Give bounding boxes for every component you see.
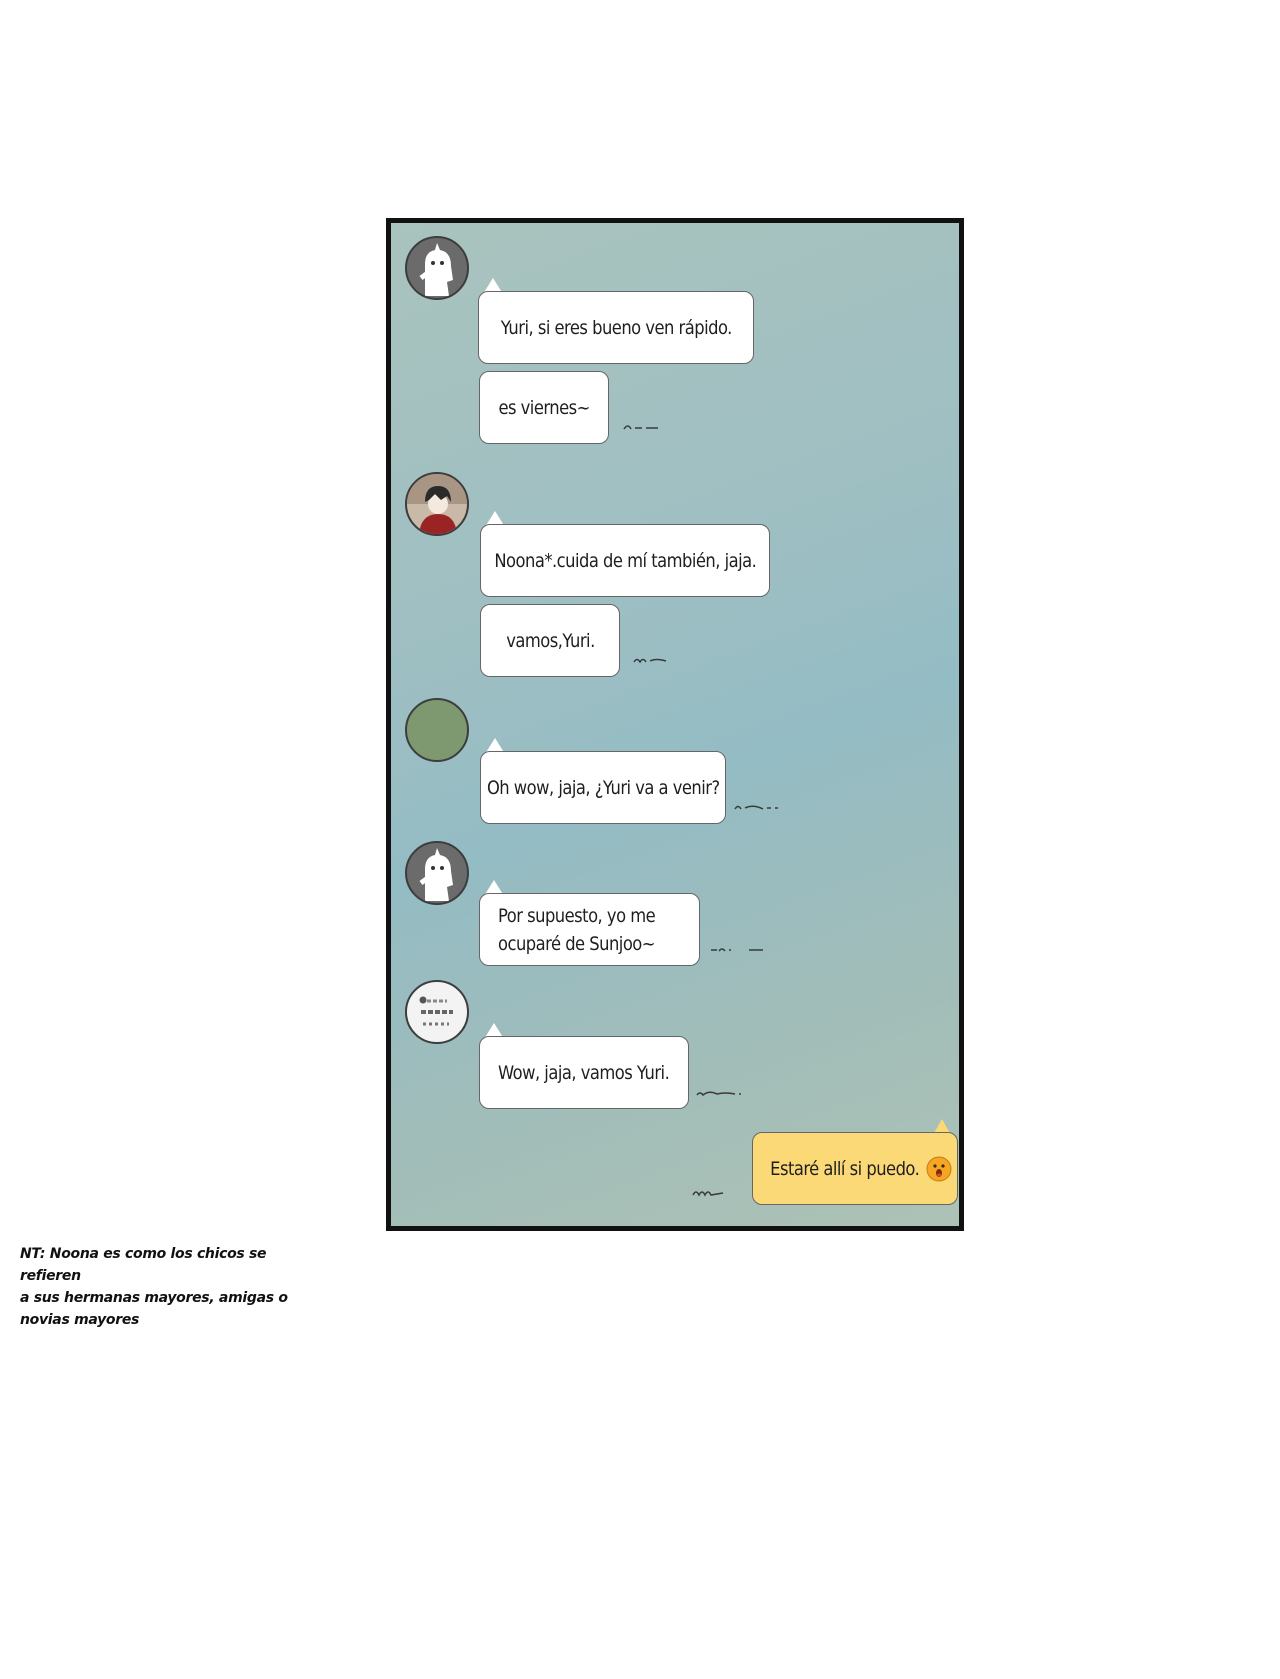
message-bubble[interactable] [480, 604, 620, 677]
note-line: NT: Noona es como los chicos se refieren [20, 1246, 267, 1284]
message-text: Oh wow, jaja, ¿Yuri va a venir? [486, 776, 720, 799]
message-bubble[interactable] [479, 893, 700, 966]
timestamp-scribble [632, 654, 672, 666]
translator-note [20, 1243, 320, 1331]
message-text: Yuri, si eres bueno ven rápido. [500, 316, 732, 339]
message-text: Noona*.cuida de mí también, jaja. [493, 549, 757, 572]
message-text [770, 1158, 919, 1180]
message-bubble[interactable] [479, 1036, 689, 1109]
chat-screen [386, 218, 964, 1231]
boy-avatar[interactable] [405, 472, 469, 536]
timestamp-scribble [622, 421, 662, 433]
message-text: Wow, jaja, vamos Yuri. [498, 1061, 670, 1084]
ghost-avatar[interactable] [405, 236, 469, 300]
timestamp-scribble [709, 943, 769, 955]
dots-avatar[interactable] [405, 980, 469, 1044]
message-text: es viernes~ [498, 396, 590, 419]
message-bubble[interactable] [480, 524, 770, 597]
message-text [498, 902, 655, 958]
shocked-emoji-icon [926, 1156, 952, 1182]
ghost-avatar[interactable] [405, 841, 469, 905]
timestamp-scribble [695, 1087, 745, 1099]
message-line: ocuparé de Sunjoo~ [498, 932, 655, 955]
timestamp-scribble [733, 801, 783, 813]
note-line: novias mayores [20, 1312, 140, 1328]
message-bubble[interactable] [480, 751, 726, 824]
message-line: Por supuesto, yo me [498, 904, 656, 927]
message-text-content: Estaré allí si puedo. [770, 1157, 920, 1180]
message-text: vamos,Yuri. [505, 629, 595, 652]
green-avatar[interactable] [405, 698, 469, 762]
message-bubble[interactable] [478, 291, 754, 364]
timestamp-scribble [691, 1185, 731, 1199]
own-message-bubble[interactable] [752, 1132, 958, 1205]
note-line: a sus hermanas mayores, amigas o [20, 1290, 288, 1306]
message-bubble[interactable] [479, 371, 609, 444]
